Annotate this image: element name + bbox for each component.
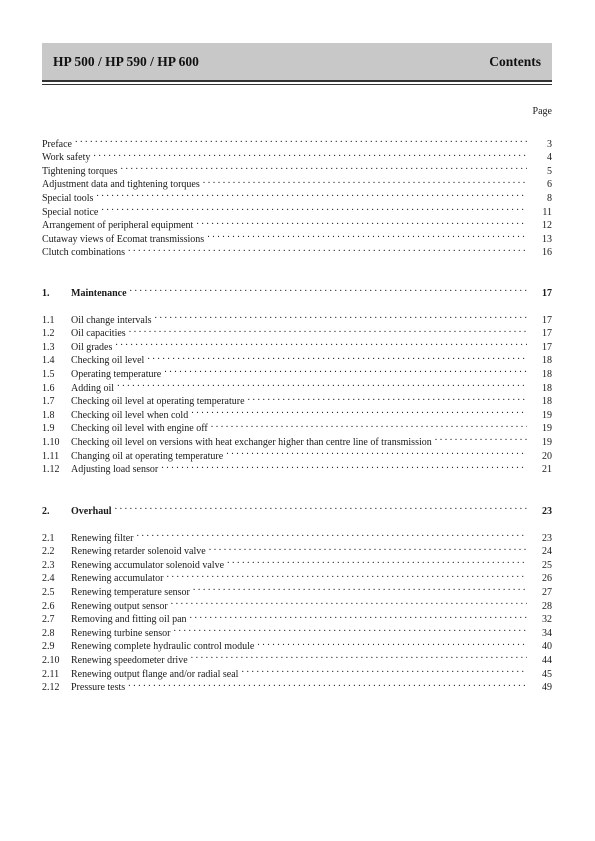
leader-dots [115, 336, 527, 350]
toc-section-heading[interactable] [42, 282, 552, 299]
leader-dots [129, 323, 527, 337]
leader-dots [161, 459, 527, 473]
leader-dots [128, 242, 527, 256]
toc-entry-number: 1.5 [42, 368, 55, 380]
header-rule-thin [42, 84, 552, 85]
toc-entry-page: 21 [542, 464, 552, 476]
toc-entry-number: 2.2 [42, 546, 55, 558]
toc-entry[interactable] [42, 133, 552, 150]
toc-entry-title: Renewing retarder solenoid valve [71, 546, 206, 558]
toc-entry-page: 23 [542, 532, 552, 544]
leader-dots [257, 636, 527, 650]
toc-entry[interactable] [42, 309, 552, 326]
toc-entry-number: 1.9 [42, 423, 55, 435]
section-heading-title: Overhaul [71, 505, 112, 517]
toc-entry-title: Clutch combinations [42, 247, 126, 259]
toc-entry[interactable] [42, 391, 552, 408]
toc-entry-number: 1.11 [42, 450, 60, 462]
toc-entry-page: 13 [542, 233, 552, 245]
toc-entry-page: 5 [547, 165, 552, 177]
leader-dots [130, 282, 527, 296]
toc-entry-number: 2.4 [42, 573, 55, 585]
leader-dots [128, 677, 527, 691]
toc-entry-number: 1.6 [42, 382, 55, 394]
section-page: 17 [542, 287, 552, 299]
toc-entry-page: 44 [542, 654, 552, 666]
toc-entry-page: 17 [542, 314, 552, 326]
toc-entry-title: Renewing complete hydraulic control module [71, 641, 255, 653]
leader-dots [435, 431, 527, 445]
toc-entry-page: 20 [542, 450, 552, 462]
leader-dots [96, 187, 527, 201]
toc-entry-title: Adding oil [71, 382, 115, 394]
toc-entry-page: 17 [542, 328, 552, 340]
toc-entry-number: 2.3 [42, 559, 55, 571]
header-rule-thick [42, 80, 552, 82]
toc-entry-title: Checking oil level when cold [71, 409, 189, 421]
toc-front-matter [42, 133, 552, 259]
toc-entry-page: 19 [542, 423, 552, 435]
toc-entry-number: 2.8 [42, 627, 55, 639]
toc-entry-number: 1.10 [42, 436, 60, 448]
leader-dots [241, 663, 527, 677]
leader-dots [171, 595, 527, 609]
leader-dots [147, 350, 527, 364]
toc-entry-page: 28 [542, 600, 552, 612]
toc-entry-number: 1.1 [42, 314, 55, 326]
toc-entry-page: 24 [542, 546, 552, 558]
toc-entry-title: Checking oil level [71, 355, 145, 367]
toc-entry-title: Oil capacities [71, 328, 126, 340]
toc-entry-title: Preface [42, 138, 72, 150]
page-header [42, 43, 552, 80]
leader-dots [75, 133, 527, 147]
leader-dots [93, 147, 527, 161]
leader-dots [196, 215, 527, 229]
toc-entry-page: 8 [547, 192, 552, 204]
toc-entry-number: 1.8 [42, 409, 55, 421]
toc-entry-title: Operating temperature [71, 368, 162, 380]
toc-entry-title: Pressure tests [71, 682, 126, 694]
section-number: 2. [42, 505, 50, 517]
toc-entry[interactable] [42, 174, 552, 191]
toc-entry-number: 1.7 [42, 396, 55, 408]
leader-dots [166, 568, 527, 582]
toc-entry-number: 2.12 [42, 682, 60, 694]
document-title: HP 500 / HP 590 / HP 600 [53, 53, 199, 69]
toc-entry-title: Cutaway views of Ecomat transmissions [42, 233, 205, 245]
toc-entry[interactable] [42, 527, 552, 544]
toc-entry-title: Special notice [42, 206, 99, 218]
toc-entry-title: Arrangement of peripheral equipment [42, 220, 194, 232]
leader-dots [227, 554, 527, 568]
toc-entry[interactable] [42, 147, 552, 164]
section-number: 1. [42, 287, 50, 299]
section-title: Contents [489, 53, 541, 69]
toc-entry-number: 1.4 [42, 355, 55, 367]
leader-dots [191, 649, 527, 663]
toc-entry-title: Tightening torques [42, 165, 118, 177]
toc-entry-number: 1.12 [42, 464, 60, 476]
toc-entry-title: Renewing turbine sensor [71, 627, 171, 639]
toc-entry-page: 18 [542, 382, 552, 394]
toc-entry[interactable] [42, 215, 552, 232]
toc-entry-number: 2.9 [42, 641, 55, 653]
toc-entry-page: 27 [542, 586, 552, 598]
toc-section-maintenance-entries [42, 309, 552, 476]
toc-entry[interactable] [42, 201, 552, 218]
toc-entry-title: Renewing accumulator solenoid valve [71, 559, 225, 571]
toc-entry-title: Oil grades [71, 341, 113, 353]
toc-entry-page: 4 [547, 152, 552, 164]
toc-entry-page: 18 [542, 355, 552, 367]
toc-entry-title: Renewing speedometer drive [71, 654, 188, 666]
toc-entry-number: 2.11 [42, 668, 60, 680]
toc-section-maintenance [42, 282, 552, 299]
toc-entry-title: Removing and fitting oil pan [71, 614, 187, 626]
leader-dots [207, 228, 527, 242]
leader-dots [193, 581, 527, 595]
toc-section-overhaul [42, 500, 552, 517]
toc-entry-page: 3 [547, 138, 552, 150]
toc-entry-page: 34 [542, 627, 552, 639]
toc-entry-number: 2.5 [42, 586, 55, 598]
leader-dots [226, 445, 527, 459]
toc-entry-number: 2.6 [42, 600, 55, 612]
leader-dots [155, 309, 527, 323]
leader-dots [190, 609, 527, 623]
toc-entry-title: Renewing output sensor [71, 600, 168, 612]
leader-dots [115, 500, 527, 514]
leader-dots [136, 527, 527, 541]
toc-entry-page: 26 [542, 573, 552, 585]
leader-dots [117, 377, 527, 391]
toc-entry-title: Renewing accumulator [71, 573, 164, 585]
toc-entry-number: 2.7 [42, 614, 55, 626]
toc-entry-page: 11 [542, 206, 552, 218]
leader-dots [211, 418, 527, 432]
leader-dots [120, 160, 527, 174]
toc-entry-title: Adjustment data and tightening torques [42, 179, 200, 191]
toc-entry-title: Oil change intervals [71, 314, 152, 326]
toc-entry-page: 17 [542, 341, 552, 353]
section-page: 23 [542, 505, 552, 517]
leader-dots [101, 201, 527, 215]
leader-dots [203, 174, 527, 188]
toc-entry-page: 12 [542, 220, 552, 232]
toc-entry-number: 2.1 [42, 532, 55, 544]
toc-entry[interactable] [42, 350, 552, 367]
toc-entry-title: Work safety [42, 152, 91, 164]
toc-entry-page: 49 [542, 682, 552, 694]
toc-entry[interactable] [42, 187, 552, 204]
toc-entry-title: Checking oil level with engine off [71, 423, 208, 435]
toc-section-overhaul-entries [42, 527, 552, 694]
toc-entry-title: Changing oil at operating temperature [71, 450, 224, 462]
toc-entry-page: 6 [547, 179, 552, 191]
leader-dots [173, 622, 527, 636]
toc-entry-number: 1.3 [42, 341, 55, 353]
toc-entry-number: 1.2 [42, 328, 55, 340]
toc-entry-number: 2.10 [42, 654, 60, 666]
toc-entry-page: 16 [542, 247, 552, 259]
toc-entry-page: 32 [542, 614, 552, 626]
toc-entry-page: 18 [542, 368, 552, 380]
toc-entry-page: 19 [542, 436, 552, 448]
section-heading-title: Maintenance [71, 287, 127, 299]
toc-entry-title: Checking oil level at operating temperature [71, 396, 245, 408]
toc-entry-title: Adjusting load sensor [71, 464, 159, 476]
toc-entry-page: 45 [542, 668, 552, 680]
leader-dots [164, 363, 527, 377]
toc-section-heading[interactable] [42, 500, 552, 517]
leader-dots [191, 404, 527, 418]
toc-entry-page: 19 [542, 409, 552, 421]
leader-dots [209, 541, 527, 555]
toc-entry-page: 25 [542, 559, 552, 571]
toc-entry[interactable] [42, 377, 552, 394]
toc-entry[interactable] [42, 160, 552, 177]
toc-entry-title: Special tools [42, 192, 94, 204]
toc-entry-title: Renewing filter [71, 532, 134, 544]
leader-dots [248, 391, 527, 405]
toc-entry-page: 40 [542, 641, 552, 653]
toc-entry-page: 18 [542, 396, 552, 408]
page-column-label: Page [532, 106, 552, 117]
toc-entry-title: Renewing output flange and/or radial seal [71, 668, 239, 680]
toc-entry[interactable] [42, 336, 552, 353]
toc-entry-title: Checking oil level on versions with heat exchanger higher than centre line of transmission [71, 436, 432, 448]
toc-entry-title: Renewing temperature sensor [71, 586, 190, 598]
